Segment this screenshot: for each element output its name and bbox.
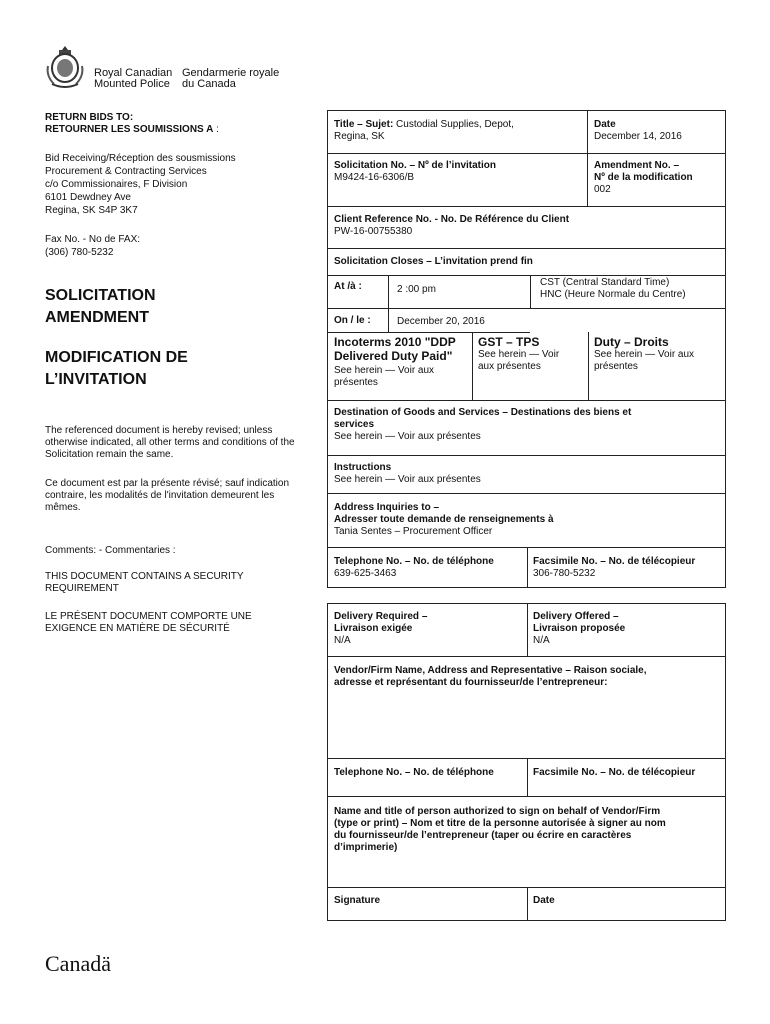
amendment-number-field: Amendment No. – Nº de la modification 002 <box>594 160 693 195</box>
vendor-firm-field[interactable]: Vendor/Firm Name, Address and Representative – Raison sociale, adresse et représentant du fournisseur/de l’entrepreneur: <box>334 665 647 688</box>
canada-wordmark: Canadä <box>45 951 111 976</box>
facsimile-field: Facsimile No. – No. de télécopieur 306-780-5232 <box>533 556 696 579</box>
inquiries-field: Address Inquiries to – Adresser toute demande de renseignements à Tania Sentes – Procurement Officer <box>334 502 554 537</box>
bid-address: Bid Receiving/Réception des sousmissions Procurement & Contracting Services c/o Commissionaires, F Division 6101 Dewdney Ave Regina, SK S4P 3K7 <box>45 153 236 216</box>
agency-name-fr: Gendarmerie royale du Canada <box>182 67 280 90</box>
vendor-telephone-field[interactable]: Telephone No. – No. de téléphone <box>334 767 494 778</box>
fax-info: Fax No. - No de FAX: (306) 780-5232 <box>45 234 141 258</box>
vendor-facsimile-field[interactable]: Facsimile No. – No. de télécopieur <box>533 767 696 778</box>
solicitation-closes-label: Solicitation Closes – L’invitation prend fin <box>334 256 533 267</box>
notice-fr: Ce document est par la présente révisé; sauf indication contraire, les modalités de l'invitation demeurent les mêmes. <box>45 478 290 513</box>
signature-date-field[interactable]: Date <box>533 895 555 906</box>
destination-field: Destination of Goods and Services – Destinations des biens et services See herein — Voir aux présentes <box>334 407 632 442</box>
telephone-field: Telephone No. – No. de téléphone 639-625-3463 <box>334 556 494 579</box>
on-value: December 20, 2016 <box>397 316 485 327</box>
date-field: Date December 14, 2016 <box>594 119 682 142</box>
signature-field[interactable]: Signature <box>334 895 381 906</box>
agency-name-en: Royal Canadian Mounted Police <box>94 67 173 90</box>
return-bids-heading: RETURN BIDS TO: RETOURNER LES SOUMISSIONS A : <box>45 112 219 135</box>
title-fr: MODIFICATION DE L’INVITATION <box>45 349 188 388</box>
delivery-required-field: Delivery Required – Livraison exigée N/A <box>334 611 428 646</box>
security-notice-en: THIS DOCUMENT CONTAINS A SECURITY REQUIREMENT <box>45 571 244 594</box>
security-notice-fr: LE PRÉSENT DOCUMENT COMPORTE UNE EXIGENCE EN MATIÈRE DE SÉCURITÉ <box>45 611 252 634</box>
notice-en: The referenced document is hereby revised; unless otherwise indicated, all other terms and conditions of the Solicitation remain the same. <box>45 425 295 460</box>
instructions-field: Instructions See herein — Voir aux présentes <box>334 462 481 485</box>
comments-label: Comments: - Commentaries : <box>45 545 176 556</box>
client-reference-field: Client Reference No. - No. De Référence du Client PW-16-00755380 <box>334 214 570 237</box>
at-value: 2 :00 pm <box>397 284 436 295</box>
rcmp-crest-icon <box>44 44 86 90</box>
title-en: SOLICITATION AMENDMENT <box>45 287 156 326</box>
title-field: Title – Sujet: Custodial Supplies, Depot, Regina, SK <box>334 119 514 142</box>
gst-field: GST – TPS See herein — Voir aux présentes <box>478 335 560 372</box>
on-label: On / le : <box>334 315 371 326</box>
timezone: CST (Central Standard Time) HNC (Heure Normale du Centre) <box>540 277 686 300</box>
solicitation-number-field: Solicitation No. – Nº de l’invitation M9424-16-6306/B <box>334 160 496 183</box>
at-label: At /à : <box>334 281 362 292</box>
duty-field: Duty – Droits See herein — Voir aux présentes <box>594 335 695 372</box>
authorized-person-field[interactable]: Name and title of person authorized to sign on behalf of Vendor/Firm (type or print) – Nom et titre de la personne autorisée à signer au nom du fournisseur/de l’entrepreneur (taper ou écrire en caractères d’imprimerie) <box>334 806 666 853</box>
delivery-offered-field: Delivery Offered – Livraison proposée N/A <box>533 611 626 646</box>
incoterms-field: Incoterms 2010 "DDP Delivered Duty Paid" See herein — Voir aux présentes <box>334 335 456 388</box>
